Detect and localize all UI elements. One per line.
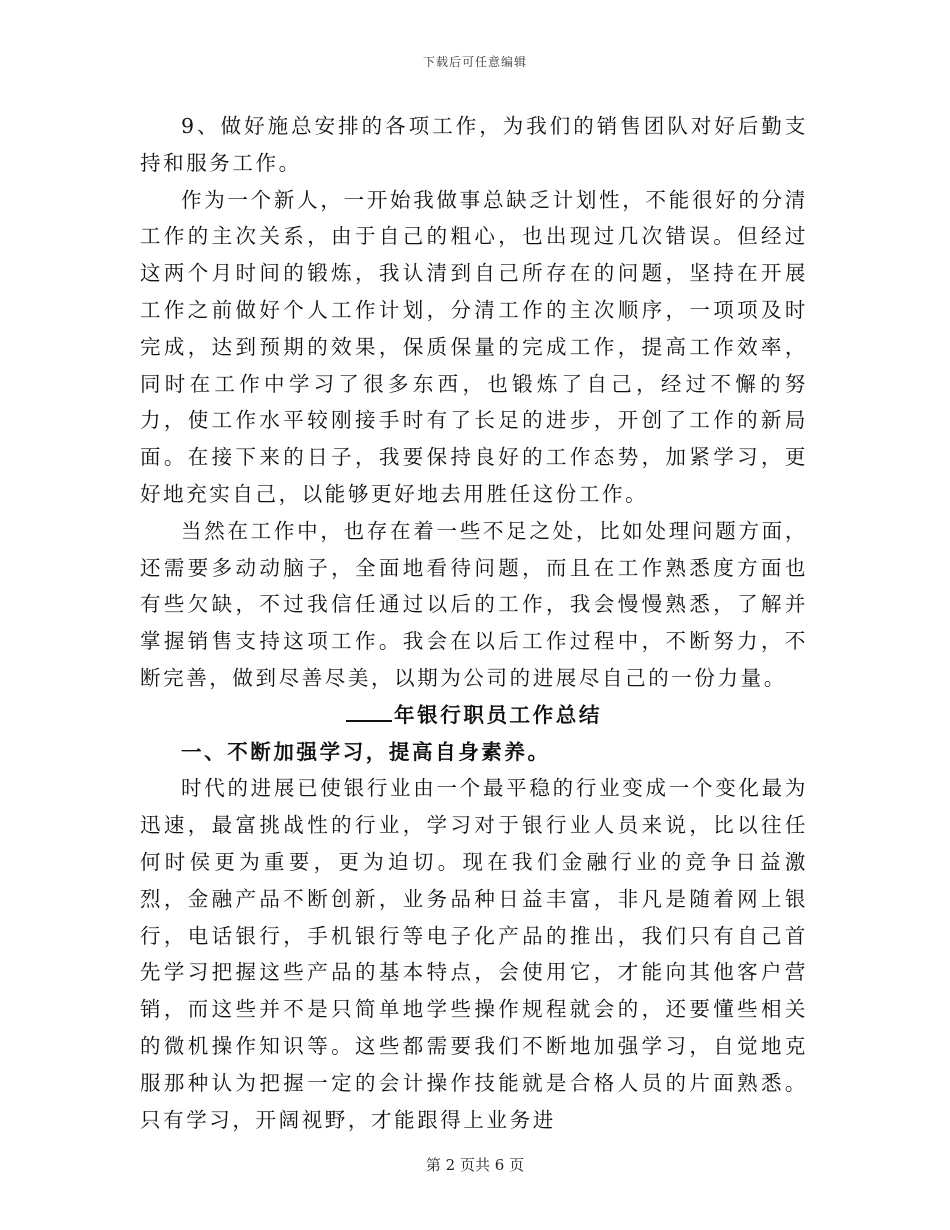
paragraph-3: 当然在工作中，也存在着一些不足之处，比如处理问题方面，还需要多动动脑子，全面地看待问题，而且在工作熟悉度方面也有些欠缺，不过我信任通过以后的工作，我会慢慢熟悉，了解并掌握销售支持这项工作。我会在以后工作过程中，不断努力，不断完善，做到尽善尽美，以期为公司的进展尽自己的一份力量。 [140, 518, 808, 690]
title-blank-line [346, 702, 392, 722]
paragraph-2: 作为一个新人，一开始我做事总缺乏计划性，不能很好的分清工作的主次关系，由于自己的粗心，也出现过几次错误。但经过这两个月时间的锻炼，我认清到自己所存在的问题，坚持在开展工作之前做好个人工作计划，分清工作的主次顺序，一项项及时完成，达到预期的效果，保质保量的完成工作，提高工作效率，同时在工作中学习了很多东西，也锻炼了自己，经过不懈的努力，使工作水平较刚接手时有了长足的进步，开创了工作的新局面。在接下来的日子，我要保持良好的工作态势，加紧学习，更好地充实自己，以能够更好地去用胜任这份工作。 [140, 187, 808, 506]
section-1-heading: 一、不断加强学习，提高自身素养。 [181, 739, 551, 764]
section-title [140, 697, 808, 734]
document-body [140, 108, 808, 1138]
page-footer: 第 2 页共 6 页 [425, 1156, 525, 1174]
paragraph-4: 时代的进展已使银行业由一个最平稳的行业变成一个变化最为迅速，最富挑战性的行业，学习对于银行业人员来说，比以往任何时侯更为重要，更为迫切。现在我们金融行业的竞争日益激烈，金融产品不断创新，业务品种日益丰富，非凡是随着网上银行，电话银行，手机银行等电子化产品的推出，我们只有自己首先学习把握这些产品的基本特点，会使用它，才能向其他客户营销，而这些并不是只简单地学些操作规程就会的，还要懂些相关的微机操作知识等。这些都需要我们不断地加强学习，自觉地克服那种认为把握一定的会计操作技能就是合格人员的片面熟悉。只有学习，开阔视野，才能跟得上业务进 [140, 776, 808, 1132]
page-header: 下载后可任意编辑 [422, 55, 527, 69]
section-title-text: 年银行职员工作总结 [394, 702, 602, 727]
paragraph-1: 9、做好施总安排的各项工作，为我们的销售团队对好后勤支持和服务工作。 [140, 114, 808, 175]
